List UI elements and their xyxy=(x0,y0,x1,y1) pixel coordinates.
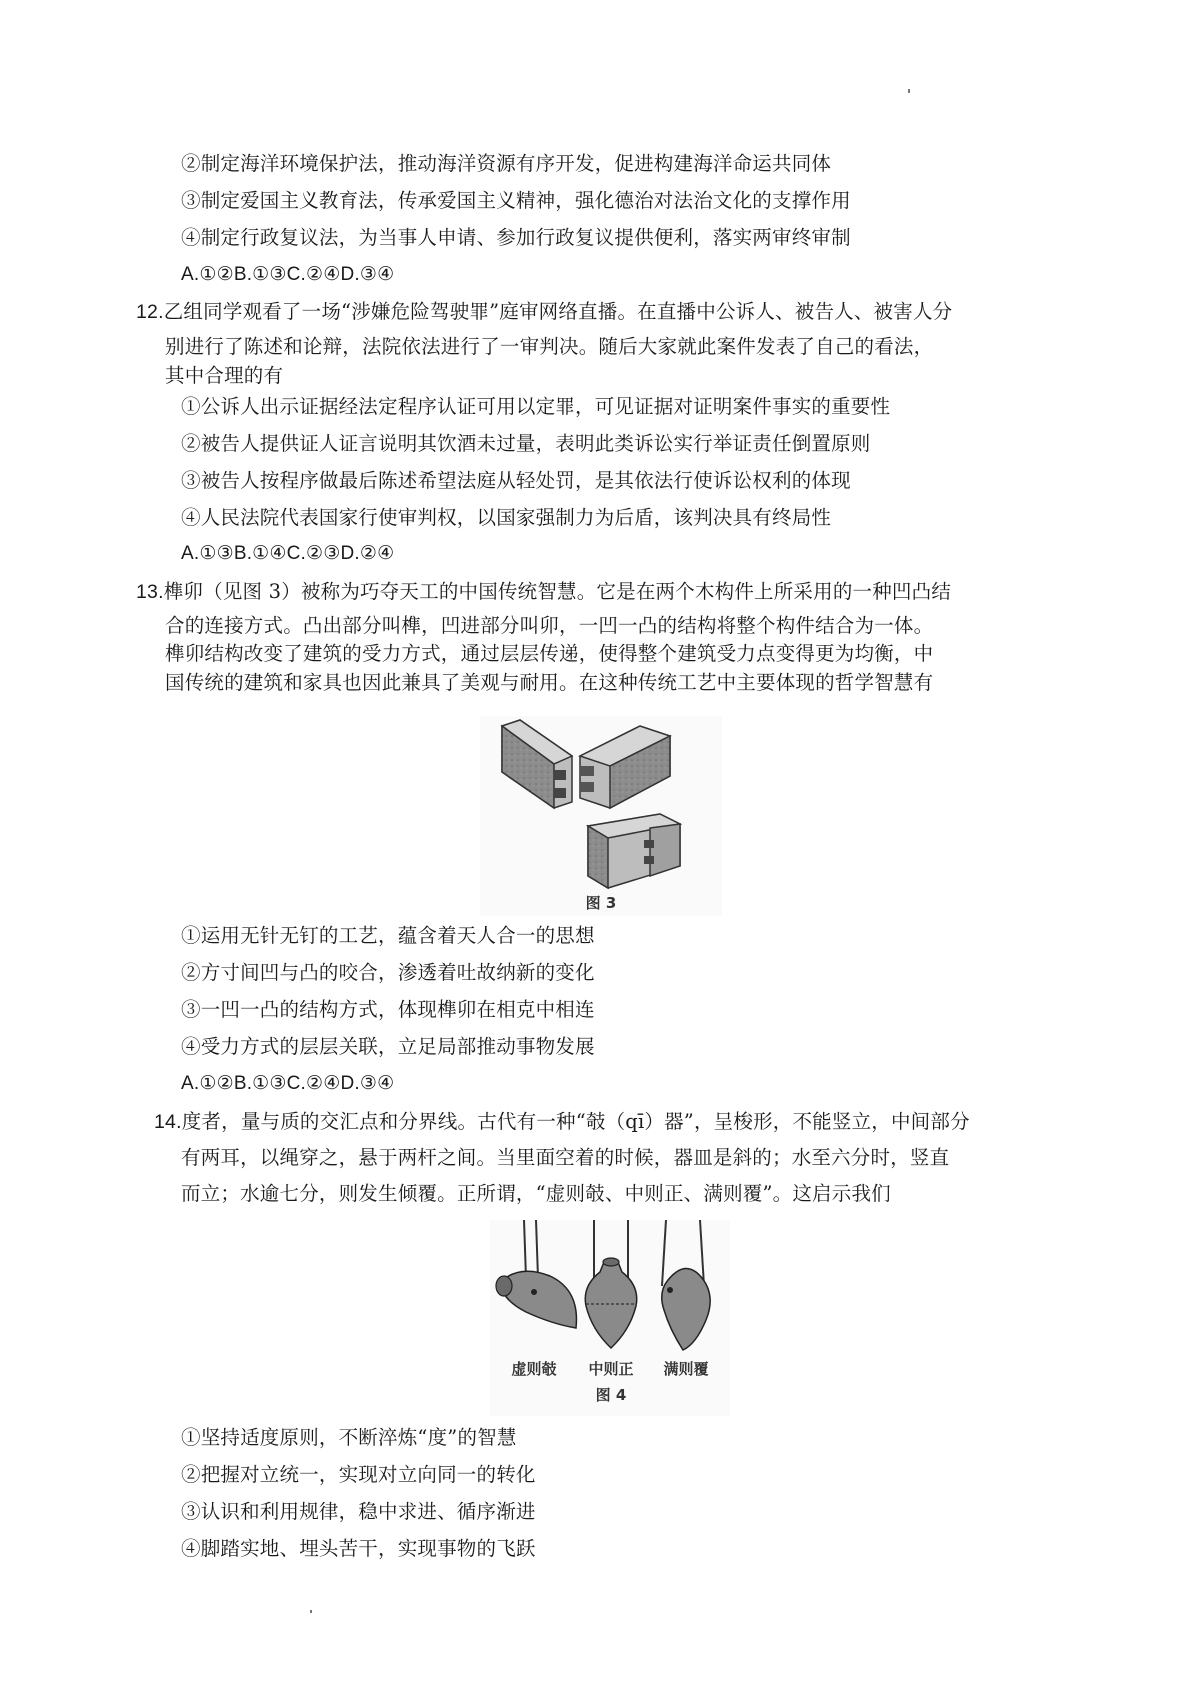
q13-stem-line-3: 榫卯结构改变了建筑的受力方式，通过层层传递，使得整个建筑受力点变得更为均衡，中 xyxy=(165,642,934,665)
figure-4-label-half: 中则正 xyxy=(588,1360,634,1378)
q13-option-2: ②方寸间凹与凸的咬合，渗透着吐故纳新的变化 xyxy=(181,961,595,984)
mortise-tenon-illustration xyxy=(480,716,722,916)
q13-option-4: ④受力方式的层层关联，立足局部推动事物发展 xyxy=(181,1035,595,1058)
figure-4-caption: 图 4 xyxy=(595,1386,627,1404)
left-timber-piece xyxy=(502,720,572,808)
q11-option-3: ③制定爱国主义教育法，传承爱国主义精神，强化德治对法治文化的支撑作用 xyxy=(181,189,851,212)
q12-answer-choices: A.①③B.①④C.②③D.②④ xyxy=(181,543,395,564)
q14-option-1: ①坚持适度原则，不断淬炼“度”的智慧 xyxy=(181,1426,517,1449)
q14-option-2: ②把握对立统一，实现对立向同一的转化 xyxy=(181,1463,536,1486)
scan-speck xyxy=(908,89,910,93)
q12-option-3: ③被告人按程序做最后陈述希望法庭从轻处罚，是其依法行使诉讼权利的体现 xyxy=(181,469,851,492)
q11-option-2: ②制定海洋环境保护法，推动海洋资源有序开发，促进构建海洋命运共同体 xyxy=(181,152,832,175)
q12-option-1: ①公诉人出示证据经法定程序认证可用以定罪，可见证据对证明案件事实的重要性 xyxy=(181,395,891,418)
q13-number: 13. xyxy=(136,581,164,603)
q13-stem-line-2: 合的连接方式。凸出部分叫榫，凹进部分叫卯，一凹一凸的结构将整个构件结合为一体。 xyxy=(165,614,934,637)
q11-option-4: ④制定行政复议法，为当事人申请、参加行政复议提供便利，落实两审终审制 xyxy=(181,226,851,249)
q13-answer-choices: A.①②B.①③C.②④D.③④ xyxy=(181,1073,395,1094)
q12-stem-text-1: 乙组同学观看了一场“涉嫌危险驾驶罪”庭审网络直播。在直播中公诉人、被告人、被害人分 xyxy=(163,300,953,323)
q13-option-1: ①运用无针无钉的工艺，蕴含着天人合一的思想 xyxy=(181,924,595,947)
q14-number: 14. xyxy=(154,1111,182,1133)
figure-3-mortise-tenon xyxy=(480,716,722,916)
q14-option-3: ③认识和利用规律，稳中求进、循序渐进 xyxy=(181,1500,536,1523)
q13-stem-line-1 xyxy=(136,579,951,605)
q13-option-3: ③一凹一凸的结构方式，体现榫卯在相克中相连 xyxy=(181,998,595,1021)
vessel-half-upright xyxy=(585,1220,636,1348)
figure-4-label-full: 满则覆 xyxy=(663,1360,709,1378)
q13-stem-text-1: 榫卯（见图 3）被称为巧夺天工的中国传统智慧。它是在两个木构件上所采用的一种凹凸结 xyxy=(163,580,952,603)
q12-option-4: ④人民法院代表国家行使审判权，以国家强制力为后盾，该判决具有终局性 xyxy=(181,506,832,529)
q13-stem-line-4: 国传统的建筑和家具也因此兼具了美观与耐用。在这种传统工艺中主要体现的哲学智慧有 xyxy=(165,671,934,694)
q14-option-4: ④脚踏实地、埋头苦干，实现事物的飞跃 xyxy=(181,1537,536,1560)
qi-vessel-illustration xyxy=(490,1220,730,1416)
figure-4-label-empty: 虚则攲 xyxy=(511,1360,557,1378)
figure-4-qi-vessel xyxy=(490,1220,730,1416)
assembled-joint xyxy=(588,814,680,888)
q12-stem-line-3: 其中合理的有 xyxy=(165,364,284,387)
vessel-empty-tilted xyxy=(496,1220,576,1328)
scan-speck xyxy=(310,1610,312,1613)
q12-option-2: ②被告人提供证人证言说明其饮酒未过量，表明此类诉讼实行举证责任倒置原则 xyxy=(181,432,871,455)
q12-stem-line-2: 别进行了陈述和论辩，法院依法进行了一审判决。随后大家就此案件发表了自己的看法， xyxy=(165,335,934,358)
q12-stem-line-1 xyxy=(136,299,952,325)
q14-stem-line-2: 有两耳，以绳穿之，悬于两杆之间。当里面空着的时候，器皿是斜的；水至六分时，竖直 xyxy=(181,1146,950,1169)
q11-answer-choices: A.①②B.①③C.②④D.③④ xyxy=(181,264,395,285)
q14-stem-line-3: 而立；水逾七分，则发生倾覆。正所谓，“虚则攲、中则正、满则覆”。这启示我们 xyxy=(181,1182,891,1205)
q14-stem-text-1: 度者，量与质的交汇点和分界线。古代有一种“攲（qī）器”，呈梭形，不能竖立，中间部分 xyxy=(181,1110,970,1133)
q14-stem-line-1 xyxy=(154,1109,970,1135)
right-timber-piece xyxy=(580,726,670,808)
figure-3-caption: 图 3 xyxy=(585,894,617,912)
vessel-full-overturned xyxy=(662,1220,710,1350)
q12-number: 12. xyxy=(136,301,164,323)
